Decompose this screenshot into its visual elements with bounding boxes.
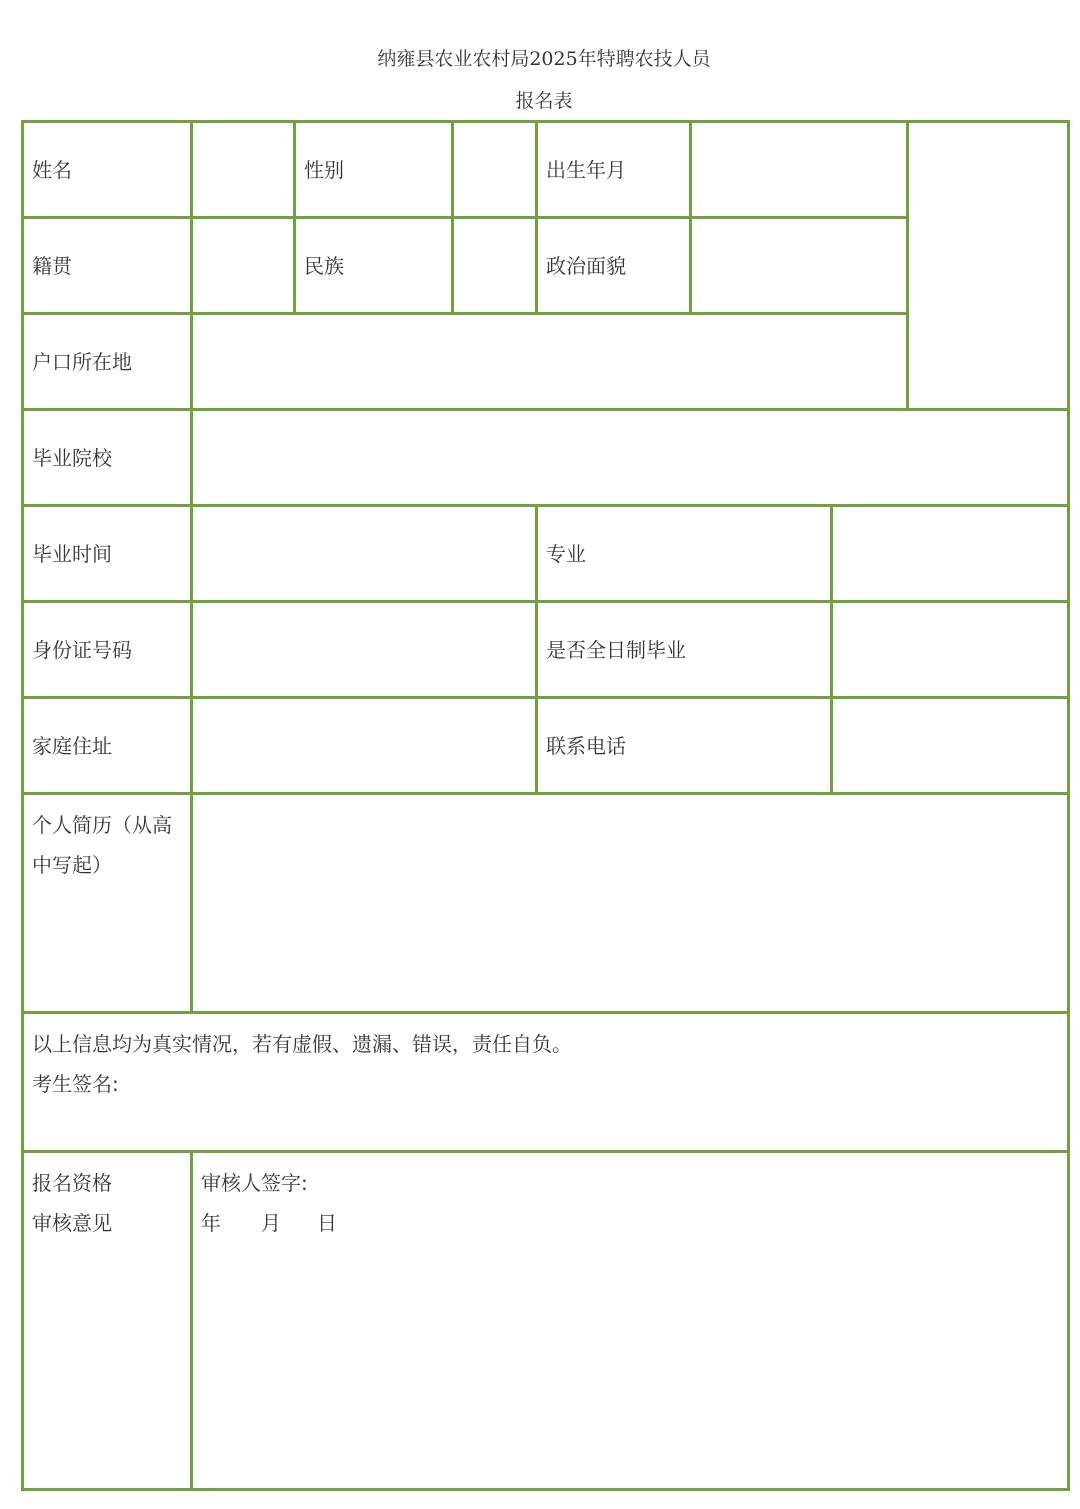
row-id-number: [23, 602, 1069, 698]
gender-field[interactable]: [453, 122, 537, 218]
political-status-label: 政治面貌: [537, 218, 691, 314]
ethnicity-field[interactable]: [453, 218, 537, 314]
row-declaration: [23, 1013, 1069, 1152]
political-status-field[interactable]: [691, 218, 908, 314]
date-month: 月: [261, 1211, 281, 1235]
major-field[interactable]: [832, 506, 1069, 602]
school-field[interactable]: [192, 410, 1069, 506]
id-number-field[interactable]: [192, 602, 537, 698]
row-school: [23, 410, 1069, 506]
row-grad-time: [23, 506, 1069, 602]
form-subtitle: 报名表: [515, 90, 573, 112]
row-resume: [23, 794, 1069, 1013]
address-label: 家庭住址: [23, 698, 192, 794]
date-day: 日: [317, 1211, 337, 1235]
grad-time-field[interactable]: [192, 506, 537, 602]
grad-time-label: 毕业时间: [23, 506, 192, 602]
name-field[interactable]: [192, 122, 295, 218]
row-name: [23, 122, 1069, 218]
review-date: [201, 1203, 1067, 1243]
review-label-line1: 报名资格: [32, 1171, 112, 1195]
fulltime-label: 是否全日制毕业: [537, 602, 832, 698]
native-place-label: 籍贯: [23, 218, 192, 314]
birth-field[interactable]: [691, 122, 908, 218]
declaration-cell: [23, 1013, 1069, 1152]
gender-label: 性别: [295, 122, 453, 218]
id-number-label: 身份证号码: [23, 602, 192, 698]
reviewer-signature-label: 审核人签字:: [201, 1171, 308, 1195]
birth-label: 出生年月: [537, 122, 691, 218]
household-field[interactable]: [192, 314, 908, 410]
review-label-cell: [23, 1152, 192, 1490]
form-title: 纳雍县农业农村局2025年特聘农技人员: [377, 48, 711, 70]
name-label: 姓名: [23, 122, 192, 218]
photo-box[interactable]: [908, 122, 1069, 410]
native-place-field[interactable]: [192, 218, 295, 314]
declaration-text: 以上信息均为真实情况，若有虚假、遗漏、错误，责任自负。: [32, 1032, 572, 1056]
row-review: [23, 1152, 1069, 1490]
resume-label: 个人简历（从高中写起）: [23, 794, 192, 1013]
ethnicity-label: 民族: [295, 218, 453, 314]
registration-form-table: [21, 120, 1070, 1491]
date-year: 年: [201, 1211, 221, 1235]
review-label-line2: 审核意见: [32, 1211, 112, 1235]
resume-field[interactable]: [192, 794, 1069, 1013]
major-label: 专业: [537, 506, 832, 602]
household-label: 户口所在地: [23, 314, 192, 410]
school-label: 毕业院校: [23, 410, 192, 506]
review-field[interactable]: [192, 1152, 1069, 1490]
phone-field[interactable]: [832, 698, 1069, 794]
fulltime-field[interactable]: [832, 602, 1069, 698]
row-address: [23, 698, 1069, 794]
candidate-signature-label: 考生签名:: [32, 1072, 119, 1096]
address-field[interactable]: [192, 698, 537, 794]
phone-label: 联系电话: [537, 698, 832, 794]
